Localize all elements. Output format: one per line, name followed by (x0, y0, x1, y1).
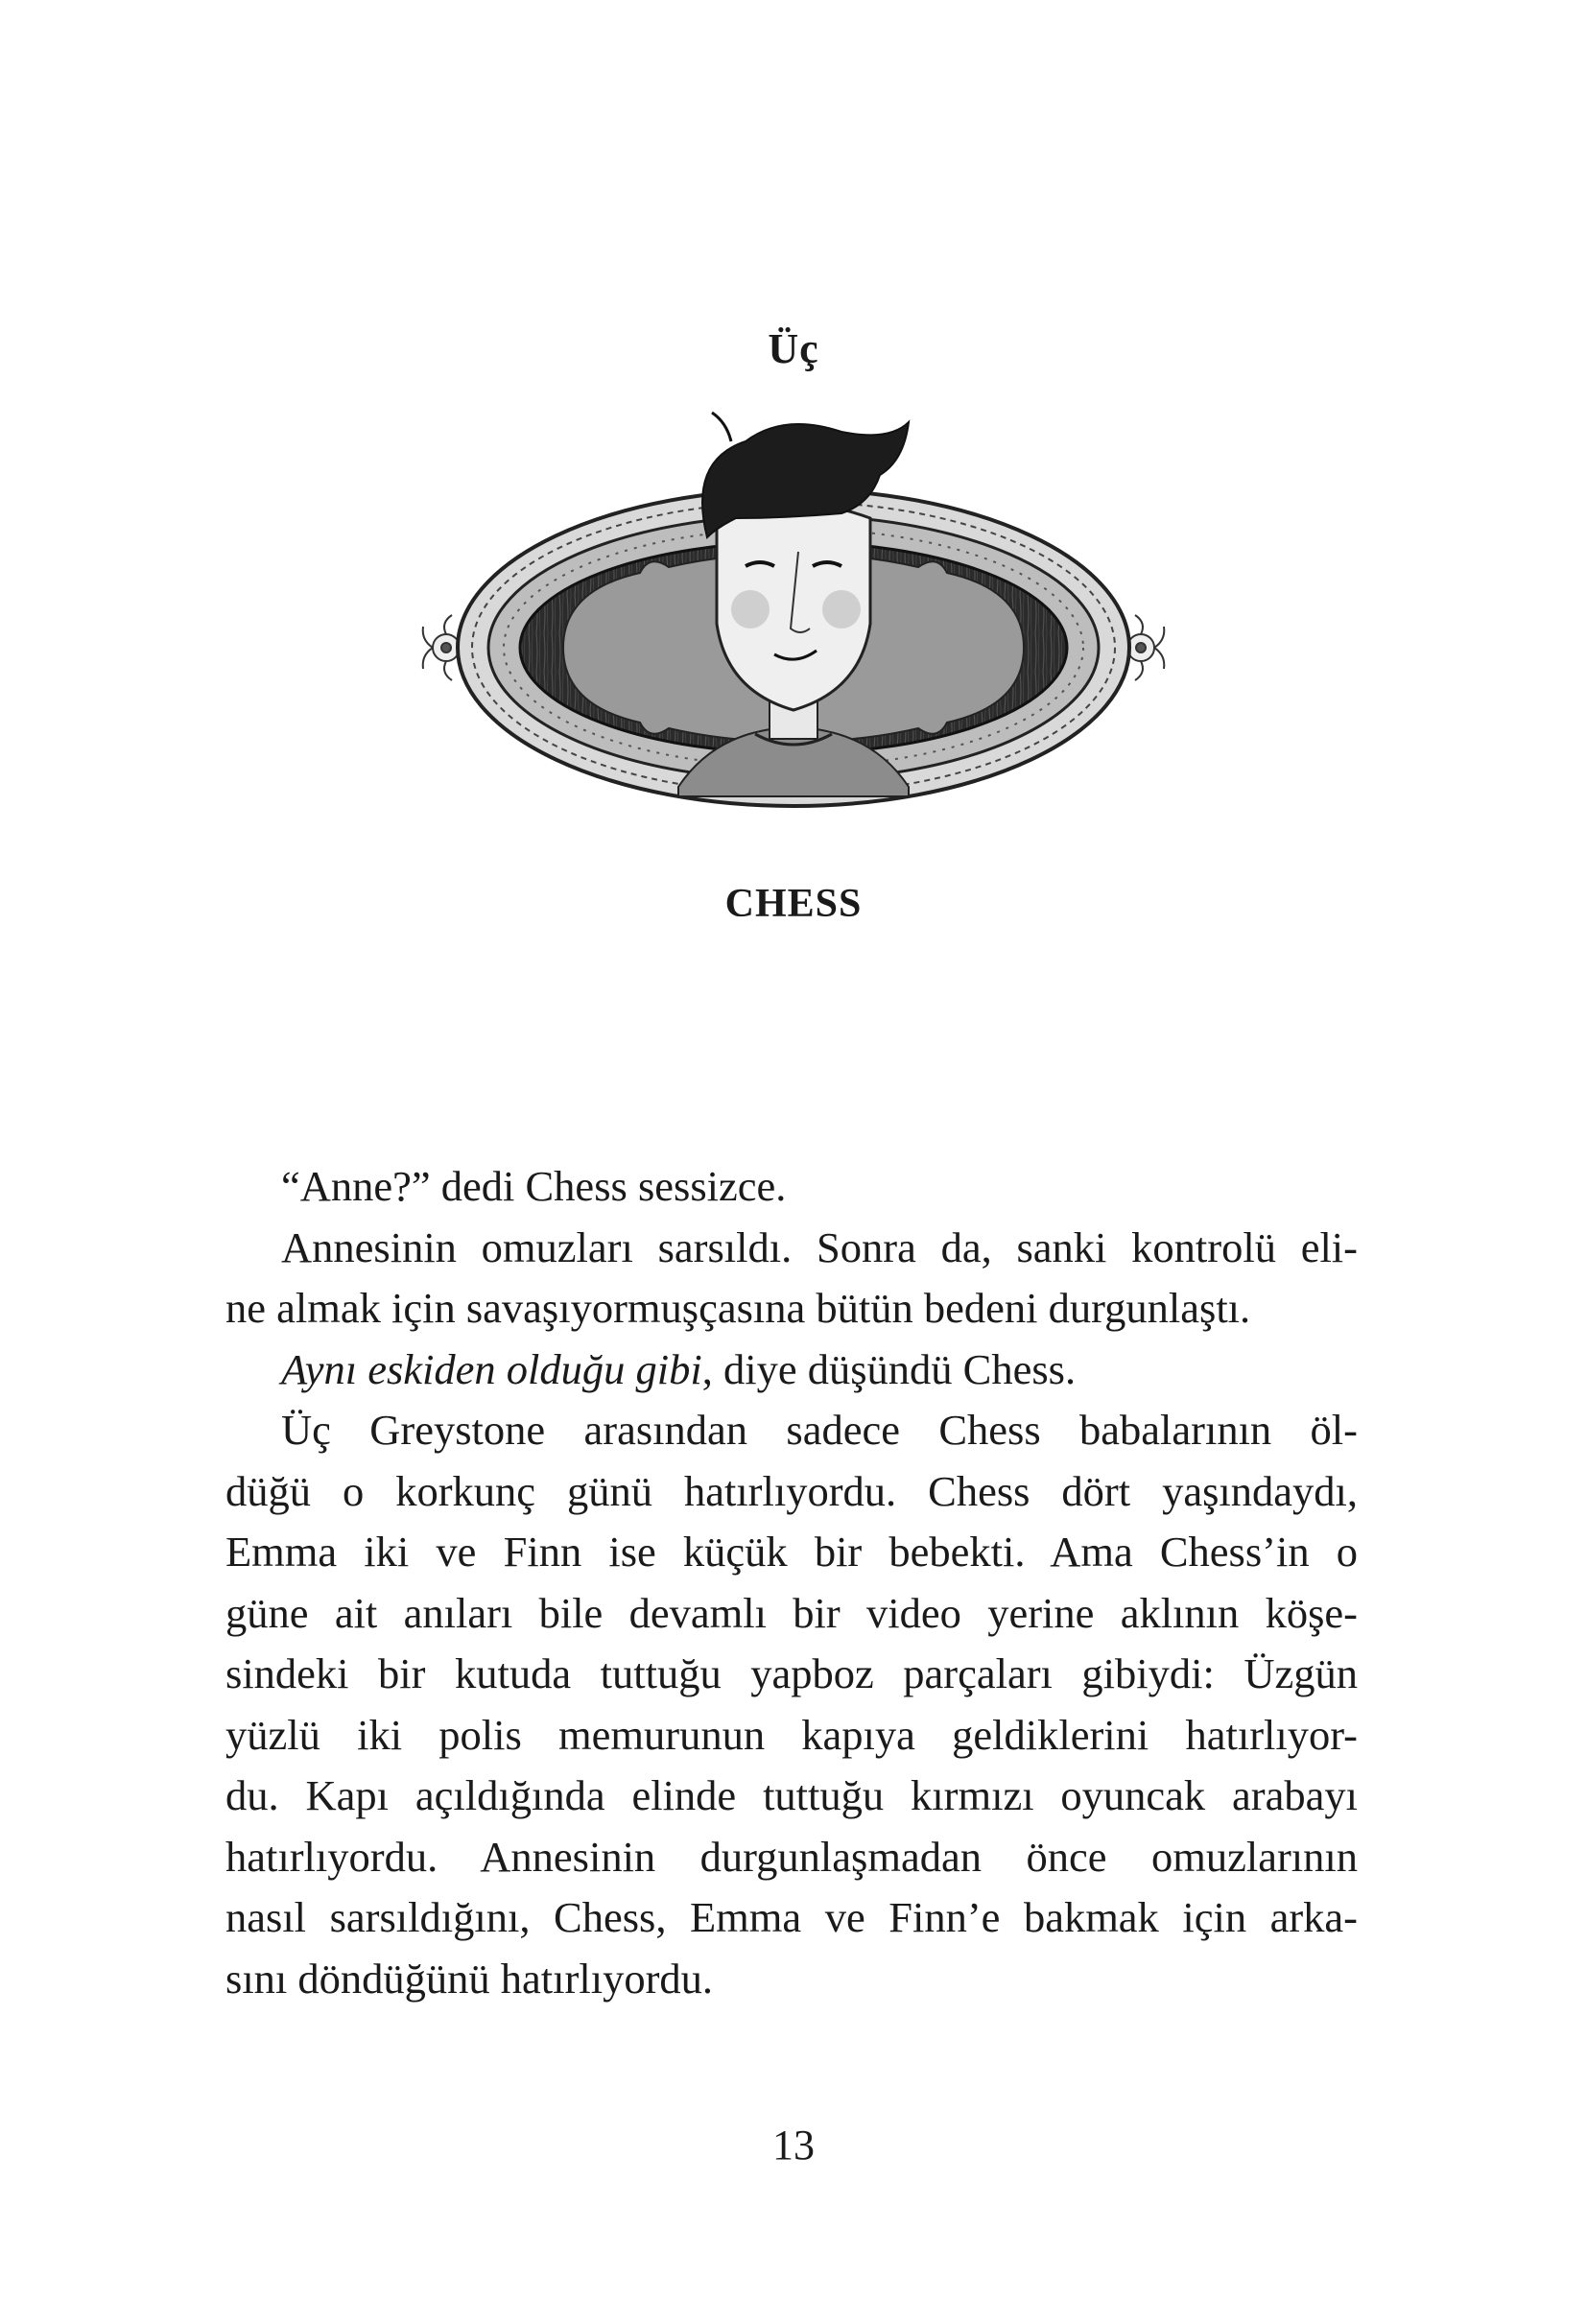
text-line (225, 1340, 1358, 1401)
chapter-illustration (419, 403, 1168, 844)
text-line: du. Kapı açıldığında elinde tuttuğu kırmızı oyuncak arabayı (225, 1771, 1358, 1819)
right-flower-ornament (1127, 615, 1164, 680)
text-line: Annesinin omuzları sarsıldı. Sonra da, sanki kontrolü eli- (281, 1222, 1358, 1271)
text-line: hatırlıyordu. Annesinin durgunlaşmadan önce omuzlarının (225, 1832, 1358, 1881)
paragraph-4 (225, 1400, 1358, 2009)
page-number: 13 (772, 2122, 815, 2169)
text-line: sını döndüğünü hatırlıyordu. (225, 1954, 714, 2003)
paragraph-2 (225, 1218, 1358, 1340)
text-line: Emma iki ve Finn ise küçük bir bebekti. Ama Chess’in o (225, 1528, 1358, 1576)
text-line: ne almak için savaşıyormuşçasına bütün bedeni durgunlaştı. (225, 1284, 1251, 1332)
paragraph-1 (225, 1156, 1358, 1218)
text-line: yüzlü iki polis memurunun kapıya geldiklerini hatırlıyor- (225, 1710, 1358, 1759)
text-line: Üç Greystone arasından sadece Chess babalarının öl- (281, 1406, 1358, 1454)
text-fragment: , diye düşündü Chess. (701, 1344, 1077, 1393)
paragraph-3 (225, 1340, 1358, 1401)
text-line: nasıl sarsıldığını, Chess, Emma ve Finn’e bakmak için arka- (225, 1893, 1358, 1941)
chapter-number: Üç (768, 325, 819, 372)
left-flower-ornament (423, 615, 460, 680)
text-line: güne ait anıları bile devamlı bir video yerine aklının köşe- (225, 1588, 1358, 1637)
text-line: düğü o korkunç günü hatırlıyordu. Chess dört yaşındaydı, (225, 1466, 1358, 1515)
text-line: “Anne?” dedi Chess sessizce. (281, 1162, 787, 1210)
italic-thought: Aynı eskiden olduğu gibi (281, 1344, 702, 1393)
chapter-title: CHESS (724, 882, 863, 926)
text-line: sindeki bir kutuda tuttuğu yapboz parçaları gibiydi: Üzgün (225, 1649, 1358, 1697)
body-text (225, 1156, 1358, 2009)
